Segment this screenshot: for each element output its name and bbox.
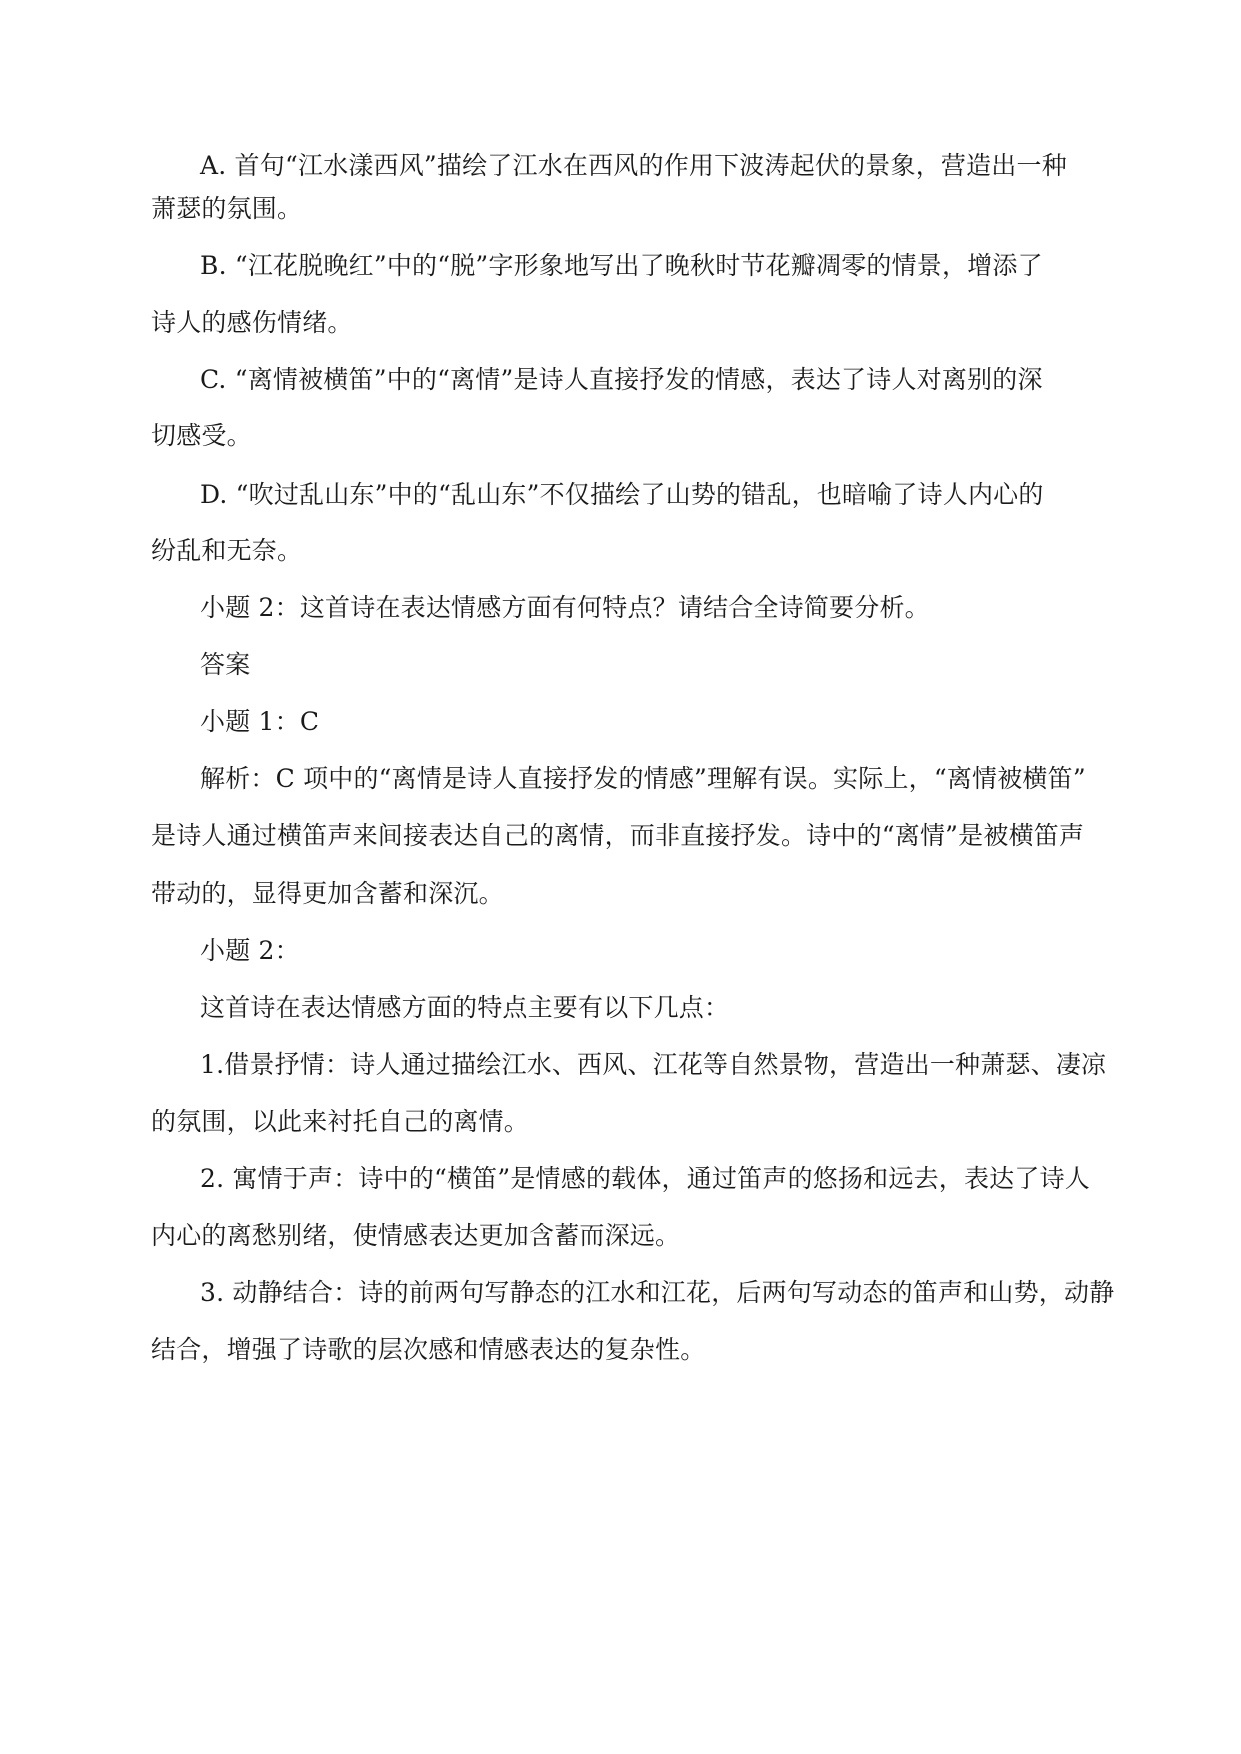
option-b-line-1: B. “江花脱晚红”中的“脱”字形象地写出了晚秋时节花瓣凋零的情景，增添了: [200, 251, 1043, 280]
option-d-line-1: D. “吹过乱山东”中的“乱山东”不仅描绘了山势的错乱，也暗喻了诗人内心的: [200, 480, 1044, 509]
answer-2-intro: 这首诗在表达情感方面的特点主要有以下几点：: [200, 993, 730, 1022]
point-1-line-2: 的氛围，以此来衬托自己的离情。: [151, 1107, 530, 1136]
point-3-line-1: 3. 动静结合：诗的前两句写静态的江水和江花，后两句写动态的笛声和山势，动静: [200, 1278, 1115, 1307]
analysis-line-2: 是诗人通过横笛声来间接表达自己的离情，而非直接抒发。诗中的“离情”是被横笛声: [151, 821, 1085, 850]
point-2-line-1: 2. 寓情于声：诗中的“横笛”是情感的载体，通过笛声的悠扬和远去，表达了诗人: [200, 1164, 1090, 1193]
question-2: 小题 2：这首诗在表达情感方面有何特点？请结合全诗简要分析。: [200, 593, 930, 622]
analysis-line-3: 带动的，显得更加含蓄和深沉。: [151, 879, 504, 908]
option-a-line-2: 萧瑟的氛围。: [151, 194, 303, 223]
option-d-line-2: 纷乱和无奈。: [151, 536, 303, 565]
answer-1: 小题 1：C: [200, 707, 320, 736]
analysis-line-1: 解析：C 项中的“离情是诗人直接抒发的情感”理解有误。实际上，“离情被横笛”: [200, 764, 1086, 793]
answer-2-heading: 小题 2：: [200, 936, 300, 965]
point-2-line-2: 内心的离愁别绪，使情感表达更加含蓄而深远。: [151, 1221, 681, 1250]
point-3-line-2: 结合，增强了诗歌的层次感和情感表达的复杂性。: [151, 1335, 706, 1364]
option-a-line-1: A. 首句“江水漾西风”描绘了江水在西风的作用下波涛起伏的景象，营造出一种: [200, 151, 1067, 180]
option-c-line-1: C. “离情被横笛”中的“离情”是诗人直接抒发的情感，表达了诗人对离别的深: [200, 365, 1043, 394]
point-1-line-1: 1.借景抒情：诗人通过描绘江水、西风、江花等自然景物，营造出一种萧瑟、凄凉: [200, 1050, 1107, 1079]
option-b-line-2: 诗人的感伤情绪。: [151, 308, 353, 337]
option-c-line-2: 切感受。: [151, 421, 252, 450]
answer-heading: 答案: [200, 650, 251, 679]
